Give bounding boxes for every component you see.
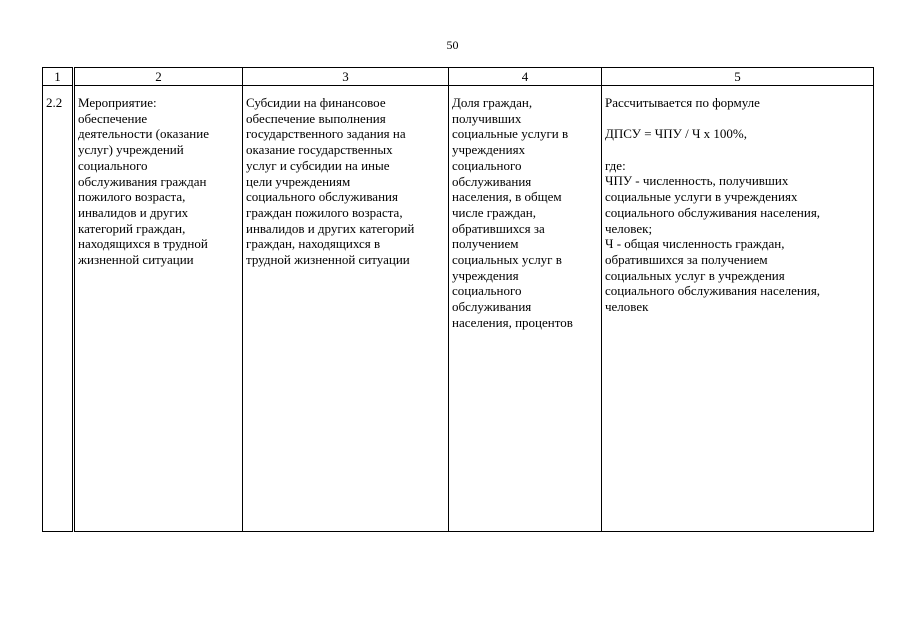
cell-text-line: социального [78, 157, 148, 173]
cell-text-line: обеспечение [78, 110, 148, 126]
cell-text-line: получивших [452, 110, 522, 126]
cell-text-line: социального обслуживания населения, [605, 204, 821, 220]
formula-cell [602, 86, 874, 532]
cell-text-line: оказание государственных [246, 142, 393, 158]
cell-text-line: граждан, находящихся в [246, 236, 381, 252]
cell-text-line: социальных услуг в [452, 252, 562, 268]
cell-text-line: социального обслуживания [246, 189, 398, 205]
header-cell-2: 2 [74, 68, 243, 86]
cell-text-line: социальные услуги в учреждениях [605, 189, 798, 205]
cell-text-line: учреждения [452, 267, 519, 283]
cell-text-line: Доля граждан, [452, 95, 533, 110]
cell-text-line: Рассчитывается по формуле [605, 95, 760, 110]
cell-text-line: человек [605, 299, 649, 315]
cell-text-line: услуг и субсидии на иные [246, 157, 390, 173]
cell-text-line: находящихся в трудной [78, 236, 208, 252]
cell-text-line: Субсидии на финансовое [246, 95, 386, 110]
cell-text-line: где: [605, 157, 626, 173]
cell-text-line: социальные услуги в [452, 126, 569, 142]
page-number: 50 [446, 38, 459, 52]
cell-text-line: обратившихся за [452, 220, 545, 236]
cell-text-line: населения, в общем [452, 189, 562, 205]
cell-text-line: пожилого возраста, [78, 189, 186, 205]
cell-text-line: социального обслуживания населения, [605, 283, 821, 299]
cell-text-line: государственного задания на [246, 126, 406, 142]
cell-text-line: получением [452, 236, 519, 252]
header-cell-4: 4 [449, 68, 602, 86]
indicator-cell [449, 86, 602, 532]
cell-text-line: населения, процентов [452, 314, 573, 330]
cell-text-line: обратившихся за получением [605, 252, 768, 267]
indicator-table [42, 67, 874, 532]
cell-text-line: Мероприятие: [78, 95, 157, 110]
cell-text-line: социального [452, 157, 522, 173]
cell-text-line: человек; [605, 220, 653, 236]
cell-text-line: граждан пожилого возраста, [246, 204, 403, 220]
cell-text-line: обслуживания [452, 173, 532, 189]
cell-text-line: инвалидов и других [78, 204, 189, 220]
cell-text-line: услуг) учреждений [78, 142, 184, 158]
funding-cell [243, 86, 449, 532]
cell-text-line: жизненной ситуации [78, 252, 194, 268]
cell-text-line: числе граждан, [452, 204, 536, 220]
cell-text-line: учреждениях [452, 142, 526, 158]
cell-text-line: цели учреждениям [246, 173, 351, 189]
cell-text-line: ЧПУ - численность, получивших [605, 173, 789, 189]
event-cell [74, 86, 243, 532]
cell-text-line: категорий граждан, [78, 220, 186, 236]
cell-text-line: обслуживания [452, 299, 532, 315]
table-row [43, 86, 874, 532]
header-cell-1: 1 [43, 68, 74, 86]
cell-text-line [605, 142, 871, 158]
cell-text-line [605, 111, 871, 127]
cell-text-line: инвалидов и других категорий [246, 220, 415, 236]
cell-text-line: трудной жизненной ситуации [246, 252, 410, 268]
table-header-row [43, 68, 874, 86]
cell-text-line: социальных услуг в учреждения [605, 267, 785, 283]
cell-text-line: Ч - общая численность граждан, [605, 236, 785, 252]
cell-text-line: социального [452, 283, 522, 299]
cell-text-line: деятельности (оказание [78, 126, 209, 142]
header-cell-5: 5 [602, 68, 874, 86]
row-number-cell: 2.2 [43, 86, 74, 532]
cell-text-line: ДПСУ = ЧПУ / Ч x 100%, [605, 126, 747, 142]
header-cell-3: 3 [243, 68, 449, 86]
cell-text-line: обслуживания граждан [78, 173, 207, 189]
cell-text-line: обеспечение выполнения [246, 110, 386, 126]
